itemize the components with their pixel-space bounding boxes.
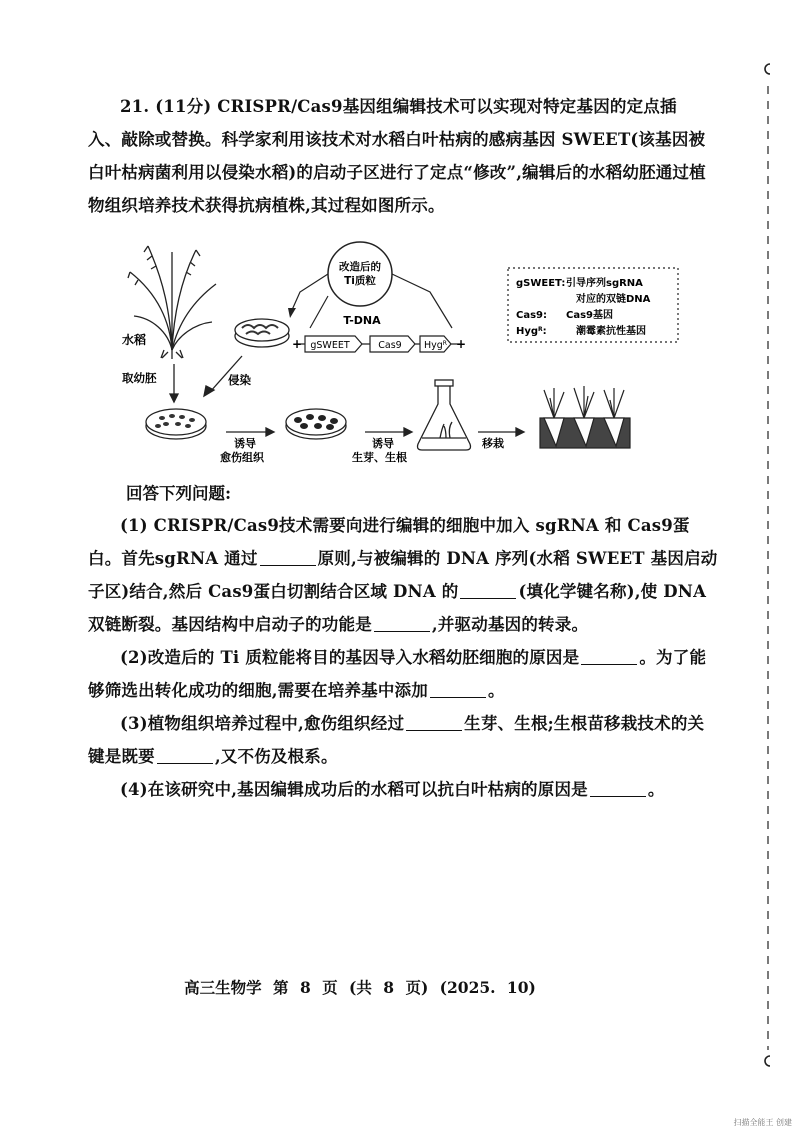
plant-label: 水稻: [122, 333, 147, 347]
scanner-watermark: 扫描全能王 创建: [733, 1118, 792, 1127]
flow-arrows: [170, 356, 524, 436]
legend-key-4: Hyg$^R$:: [516, 325, 547, 337]
shoot-root-label: 生芽、生根: [352, 451, 407, 464]
answer-blank[interactable]: [581, 646, 637, 665]
svg-text:+: +: [456, 337, 467, 351]
ti-plasmid-diagram: [288, 242, 452, 328]
callus-label: 愈伤组织: [220, 451, 264, 464]
plasmid-label-2: Ti质粒: [344, 275, 376, 287]
answer-blank[interactable]: [460, 580, 516, 599]
plasmid-label-1: 改造后的: [339, 261, 381, 273]
question-1: (1) CRISPR/Cas9技术需要向进行编辑的细胞中加入 sgRNA 和 Cas9蛋白。首先sgRNA 通过 原则,与被编辑的 DNA 序列(水稻 SWEET 基因启动子区)结合,然后 Cas9蛋白切割结合区域 DNA 的 (填化学键名称),使 DNA 双链断裂。基因结构中启动子的功能是 ,并驱动基因的转录。: [88, 516, 718, 634]
answer-blank[interactable]: [157, 745, 213, 764]
induce-label: 诱导: [234, 437, 256, 450]
tdna-label: T-DNA: [343, 314, 381, 327]
legend-value-2: 对应的双链DNA: [576, 294, 651, 305]
binding-line: [760, 62, 772, 1072]
embryo-dish-icon: [146, 409, 206, 439]
answer-blank[interactable]: [374, 613, 430, 632]
question-2: (2)改造后的 Ti 质粒能将目的基因导入水稻幼胚细胞的原因是 。为了能够筛选出转化成功的细胞,需要在培养基中添加 。: [88, 648, 707, 700]
induce2-label: 诱导: [372, 437, 394, 450]
question-stem: 21. (11分) CRISPR/Cas9基因组编辑技术可以实现对特定基因的定点插入、敲除或替换。科学家利用该技术对水稻白叶枯病的感病基因 SWEET(该基因被白叶枯病菌利用以侵染水稻)的启动子区进行了定点“修改”,编辑后的水稻幼胚通过植物组织培养技术获得抗病植株,其过程如图所示。: [88, 97, 706, 215]
agrobacterium-dish-icon: [235, 319, 289, 347]
legend-value-4: 潮霉素抗性基因: [576, 326, 646, 337]
process-diagram: [100, 232, 700, 464]
page-footer: 高三生物学 第 8 页 (共 8 页) (2025. 10): [184, 978, 536, 997]
gene-cas9: Cas9: [378, 340, 402, 351]
callus-dish-icon: [286, 409, 346, 439]
tdna-construct: [292, 336, 466, 352]
legend-key-3: Cas9:: [516, 310, 547, 321]
take-embryo-label: 取幼胚: [122, 371, 157, 385]
gene-gsweet: gSWEET: [310, 340, 350, 351]
culture-flask-icon: [418, 380, 471, 450]
legend-key-1: gSWEET:: [516, 278, 566, 289]
legend-value-1: 引导序列sgRNA: [566, 278, 643, 289]
answer-blank[interactable]: [590, 778, 646, 797]
gene-hyg: Hyg$^R$: [424, 339, 447, 351]
infect-label: 侵染: [228, 373, 251, 387]
answer-blank[interactable]: [260, 547, 316, 566]
answers-block: [88, 509, 718, 806]
question-3: (3)植物组织培养过程中,愈伤组织经过 生芽、生根;生根苗移栽技术的关键是既要 ,又不伤及根系。: [88, 714, 705, 766]
legend-box: [508, 268, 678, 342]
legend-value-3: Cas9基因: [566, 310, 613, 321]
svg-text:+: +: [292, 337, 303, 351]
answers-intro: 回答下列问题:: [126, 484, 232, 503]
answer-blank[interactable]: [430, 679, 486, 698]
question-4: (4)在该研究中,基因编辑成功后的水稻可以抗白叶枯病的原因是 。: [120, 780, 665, 799]
transplant-label: 移栽: [482, 437, 504, 450]
answer-blank[interactable]: [406, 712, 462, 731]
seedling-pots-icon: [540, 386, 630, 448]
